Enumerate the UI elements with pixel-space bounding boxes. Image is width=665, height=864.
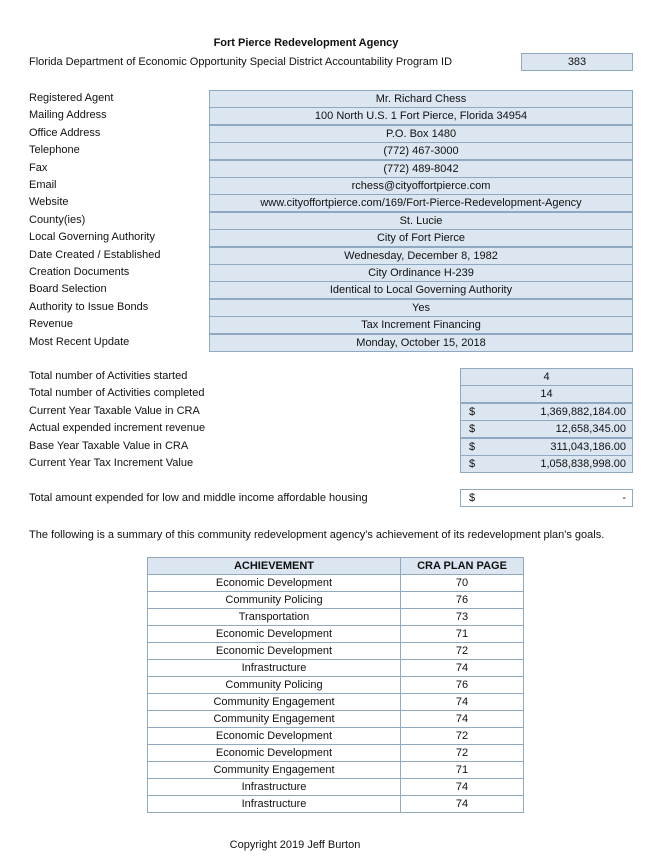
table-row: [148, 728, 524, 745]
detail-value: P.O. Box 1480: [209, 125, 633, 143]
plan-page-cell: 72: [401, 728, 524, 745]
table-row: [148, 643, 524, 660]
detail-label: Most Recent Update: [29, 335, 130, 348]
table-row: [148, 609, 524, 626]
table-row: [148, 779, 524, 796]
financial-value: 4: [543, 371, 550, 383]
achievement-cell: Economic Development: [148, 745, 401, 762]
achievements-table: [147, 557, 524, 813]
currency-symbol: $: [469, 423, 476, 436]
detail-value: Mr. Richard Chess: [209, 90, 633, 108]
detail-value: (772) 467-3000: [209, 142, 633, 160]
financial-value: 1,058,838,998.00: [540, 458, 626, 470]
financial-label: Current Year Taxable Value in CRA: [29, 404, 200, 417]
achievement-cell: Transportation: [148, 609, 401, 626]
detail-label: Registered Agent: [29, 92, 114, 104]
currency-symbol: $: [469, 440, 476, 453]
achievement-cell: Infrastructure: [148, 796, 401, 813]
detail-label: Local Governing Authority: [29, 231, 155, 244]
financial-value-cell: [460, 403, 633, 421]
summary-text: The following is a summary of this community redevelopment agency's achievement of its redevelopment plan's goals.: [29, 529, 605, 541]
financial-value: 311,043,186.00: [550, 440, 626, 453]
copyright: Copyright 2019 Jeff Burton: [229, 839, 361, 851]
detail-label: Revenue: [29, 318, 74, 331]
financial-value-cell: [460, 368, 633, 386]
table-row: [148, 660, 524, 677]
achievement-cell: Community Engagement: [148, 694, 401, 711]
achievement-cell: Economic Development: [148, 626, 401, 643]
program-id-value: 383: [521, 53, 633, 71]
detail-value: City of Fort Pierce: [209, 229, 633, 247]
table-row: [148, 745, 524, 762]
table-row: [148, 677, 524, 694]
detail-label: County(ies): [29, 213, 86, 226]
plan-page-cell: 74: [401, 711, 524, 728]
detail-label: Date Created / Established: [29, 248, 161, 261]
financial-value: 12,658,345.00: [555, 423, 626, 436]
achievement-cell: Economic Development: [148, 728, 401, 745]
currency-symbol: $: [469, 458, 476, 470]
detail-label: Creation Documents: [29, 266, 130, 278]
achievement-cell: Economic Development: [148, 575, 401, 592]
detail-value: Yes: [209, 299, 633, 317]
detail-label: Website: [29, 196, 69, 209]
housing-label: Total amount expended for low and middle income affordable housing: [29, 492, 368, 504]
financial-label: Actual expended increment revenue: [29, 422, 206, 435]
housing-currency: $: [469, 492, 476, 504]
detail-label: Telephone: [29, 144, 80, 157]
financial-value: 14: [540, 388, 553, 401]
housing-value-cell: [460, 489, 633, 507]
plan-page-cell: 73: [401, 609, 524, 626]
plan-page-cell: 74: [401, 660, 524, 677]
detail-value: (772) 489-8042: [209, 160, 633, 178]
achievement-cell: Infrastructure: [148, 660, 401, 677]
achievement-cell: Infrastructure: [148, 779, 401, 796]
financial-value-cell: [460, 438, 633, 456]
plan-page-cell: 72: [401, 745, 524, 762]
detail-label: Mailing Address: [29, 109, 107, 122]
table-row: [148, 626, 524, 643]
plan-page-header: CRA PLAN PAGE: [401, 558, 524, 575]
program-id-label: Florida Department of Economic Opportunity Special District Accountability Program ID: [29, 56, 453, 68]
achievement-cell: Economic Development: [148, 643, 401, 660]
detail-value: rchess@cityoffortpierce.com: [209, 177, 633, 195]
detail-value: Tax Increment Financing: [209, 316, 633, 334]
plan-page-cell: 76: [401, 592, 524, 609]
plan-page-cell: 74: [401, 779, 524, 796]
table-row: [148, 796, 524, 813]
detail-label: Authority to Issue Bonds: [29, 300, 149, 313]
financial-label: Total number of Activities started: [29, 370, 188, 382]
detail-label: Email: [29, 179, 57, 191]
achievement-cell: Community Policing: [148, 677, 401, 694]
housing-value: -: [622, 492, 626, 504]
detail-value: 100 North U.S. 1 Fort Pierce, Florida 34954: [209, 107, 633, 125]
table-row: [148, 762, 524, 779]
financial-label: Current Year Tax Increment Value: [29, 457, 194, 469]
achievement-cell: Community Engagement: [148, 711, 401, 728]
detail-value: Identical to Local Governing Authority: [209, 281, 633, 299]
plan-page-cell: 70: [401, 575, 524, 592]
detail-value: Wednesday, December 8, 1982: [209, 247, 633, 265]
achievement-header: ACHIEVEMENT: [148, 558, 401, 575]
table-row: [148, 694, 524, 711]
plan-page-cell: 72: [401, 643, 524, 660]
financial-value-cell: [460, 420, 633, 438]
detail-label: Board Selection: [29, 283, 107, 296]
financial-value-cell: [460, 385, 633, 403]
plan-page-cell: 74: [401, 796, 524, 813]
detail-value: Monday, October 15, 2018: [209, 334, 633, 352]
financial-label: Total number of Activities completed: [29, 387, 205, 400]
detail-label: Fax: [29, 161, 48, 174]
financial-value-cell: [460, 455, 633, 473]
detail-value: City Ordinance H-239: [209, 264, 633, 282]
table-row: [148, 592, 524, 609]
plan-page-cell: 74: [401, 694, 524, 711]
table-row: [148, 711, 524, 728]
plan-page-cell: 76: [401, 677, 524, 694]
financial-value: 1,369,882,184.00: [540, 405, 626, 418]
detail-value: St. Lucie: [209, 212, 633, 230]
table-row: [148, 575, 524, 592]
page-title: Fort Pierce Redevelopment Agency: [213, 37, 399, 49]
plan-page-cell: 71: [401, 762, 524, 779]
currency-symbol: $: [469, 405, 476, 418]
achievement-cell: Community Engagement: [148, 762, 401, 779]
financial-label: Base Year Taxable Value in CRA: [29, 439, 189, 452]
plan-page-cell: 71: [401, 626, 524, 643]
achievement-cell: Community Policing: [148, 592, 401, 609]
detail-value: www.cityoffortpierce.com/169/Fort-Pierce-Redevelopment-Agency: [209, 194, 633, 212]
detail-label: Office Address: [29, 126, 101, 139]
